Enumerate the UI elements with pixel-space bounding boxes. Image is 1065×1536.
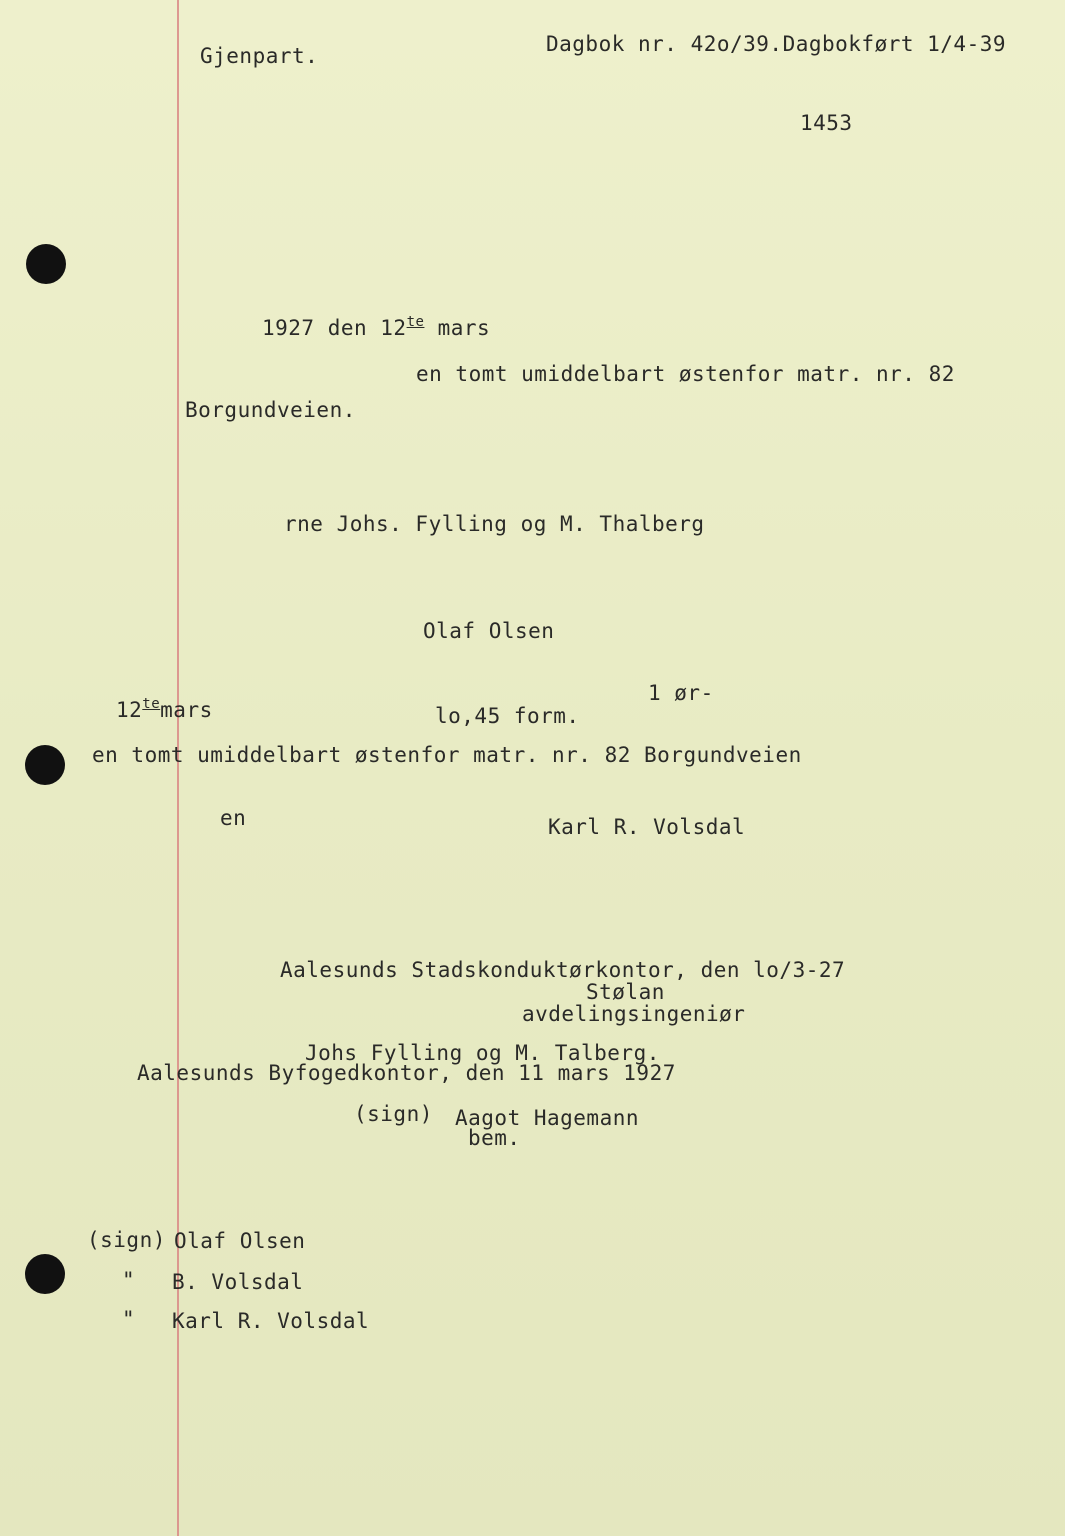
copy-label: Gjenpart. xyxy=(200,44,319,68)
officer-name: Stølan xyxy=(586,980,665,1004)
entry-date-sup: te xyxy=(406,314,425,330)
entry-date-suffix: mars xyxy=(424,316,491,340)
names-line: Johs Fylling og M. Talberg. xyxy=(305,1041,660,1065)
signature-name: Karl R. Volsdal xyxy=(172,1309,370,1333)
entry-date xyxy=(262,315,490,339)
court-line: Aalesunds Byfogedkontor, den 11 mars 1927 xyxy=(137,1061,676,1085)
parties-line: rne Johs. Fylling og M. Thalberg xyxy=(284,512,705,536)
entry-date-2 xyxy=(116,697,213,721)
page-number: 1453 xyxy=(800,111,853,135)
owner-name: Olaf Olsen xyxy=(423,619,555,643)
office-line: Aalesunds Stadskonduktørkontor, den lo/3-27 xyxy=(280,958,846,982)
property-line-1: en tomt umiddelbart østenfor matr. nr. 82 xyxy=(416,362,955,386)
entry-date-2-suffix: mars xyxy=(160,698,213,722)
officer-title: avdelingsingeniør xyxy=(522,1002,746,1026)
punch-hole xyxy=(26,244,66,284)
journal-reference: Dagbok nr. 42o/39.Dagbokført 1/4-39 xyxy=(546,32,1007,56)
signature-name: Olaf Olsen xyxy=(174,1229,306,1253)
punch-hole xyxy=(25,745,65,785)
signature-prefix: " xyxy=(122,1307,136,1331)
signer-name: Aagot Hagemann xyxy=(455,1106,640,1130)
signature-prefix: " xyxy=(122,1268,136,1292)
form-value: lo,45 form. xyxy=(435,704,580,728)
buyer-name: Karl R. Volsdal xyxy=(548,815,746,839)
fee-ore: 1 ør- xyxy=(648,681,714,705)
entry-date-2-sup: te xyxy=(142,696,161,712)
margin-rule xyxy=(177,0,179,1536)
sign-label: (sign) xyxy=(354,1102,433,1126)
signer-title: bem. xyxy=(468,1126,521,1150)
en-label: en xyxy=(220,806,247,830)
punch-hole xyxy=(25,1254,65,1294)
signature-name: B. Volsdal xyxy=(172,1270,304,1294)
entry-date-prefix: 1927 den 12 xyxy=(262,316,407,340)
signature-prefix: (sign) xyxy=(87,1228,166,1252)
property-line-3: en tomt umiddelbart østenfor matr. nr. 82 Borgundveien xyxy=(92,743,802,767)
entry-date-2-prefix: 12 xyxy=(116,698,143,722)
property-line-2: Borgundveien. xyxy=(185,398,356,422)
